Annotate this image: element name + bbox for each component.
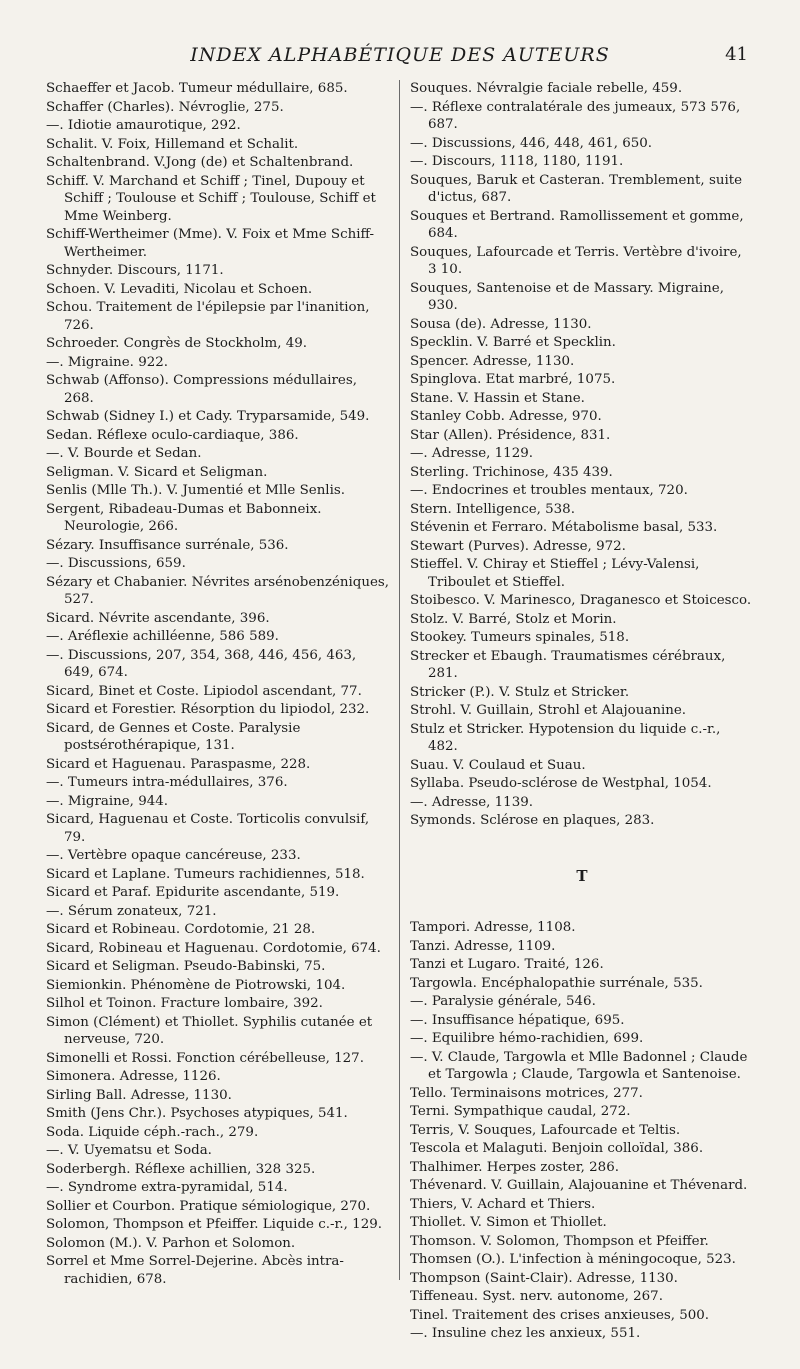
index-entry: Senlis (Mlle Th.). V. Jumentié et Mlle Senlis.: [46, 483, 346, 498]
index-entry: Smith (Jens Chr.). Psychoses atypiques, 541.: [46, 1106, 348, 1121]
index-entry: —. Adresse, 1129.: [410, 446, 533, 461]
index-entry: Simonelli et Rossi. Fonction cérébelleuse, 127.: [46, 1050, 364, 1066]
index-entry: Stieffel. V. Chiray et Stieffel ; Lévy-Valensi, Triboulet et Stieffel.: [410, 557, 700, 590]
index-entry: Suau. V. Coulaud et Suau.: [410, 757, 586, 773]
index-entry: —. Vertèbre opaque cancéreuse, 233.: [46, 848, 301, 863]
index-entry: Schwab (Sidney I.) et Cady. Tryparsamide, 549.: [46, 409, 370, 424]
index-entry: Sicard, Haguenau et Coste. Torticolis convulsif, 79.: [46, 812, 370, 845]
index-entry: Thompson (Saint-Clair). Adresse, 1130.: [410, 1270, 678, 1286]
index-entry: Sézary et Chabanier. Névrites arsénobenzéniques, 527.: [46, 574, 390, 607]
index-entry: Souques, Baruk et Casteran. Tremblement, suite d'ictus, 687.: [410, 172, 743, 205]
index-entry: Stulz et Stricker. Hypotension du liquide c.-r., 482.: [410, 721, 721, 754]
running-title: INDEX ALPHABÉTIQUE DES AUTEURS: [190, 44, 610, 66]
index-entry: Sézary. Insuffisance surrénale, 536.: [46, 537, 289, 553]
index-entry: Stanley Cobb. Adresse, 970.: [410, 409, 602, 424]
index-entry: —. Endocrines et troubles mentaux, 720.: [410, 483, 688, 498]
index-entry: Soda. Liquide céph.-rach., 279.: [46, 1124, 259, 1140]
section-letter-t: T: [576, 866, 588, 885]
index-entry: Stane. V. Hassin et Stane.: [410, 390, 585, 406]
index-entry: Tampori. Adresse, 1108.: [410, 920, 576, 935]
index-entry: —. Insuline chez les anxieux, 551.: [410, 1326, 641, 1341]
index-entry: Sedan. Réflexe oculo-cardiaque, 386.: [46, 427, 299, 443]
index-entry: —. V. Bourde et Sedan.: [46, 446, 202, 461]
index-entry: Schoen. V. Levaditi, Nicolau et Schoen.: [46, 281, 313, 297]
index-entry: Star (Allen). Présidence, 831.: [410, 427, 611, 443]
index-entry: Silhol et Toinon. Fracture lombaire, 392.: [46, 996, 323, 1011]
index-entry: —. V. Claude, Targowla et Mlle Badonnel ; Claude et Targowla ; Claude, Targowla et Santenoise.: [410, 1049, 748, 1082]
index-entry: —. Réflexe contralatérale des jumeaux, 573 576, 687.: [410, 99, 741, 132]
index-entry: Soderbergh. Réflexe achillien, 328 325.: [46, 1161, 316, 1177]
index-entry: Tello. Terminaisons motrices, 277.: [410, 1085, 643, 1101]
index-entry: Stévenin et Ferraro. Métabolisme basal, 533.: [410, 520, 718, 535]
index-entry: Schiff. V. Marchand et Schiff ; Tinel, Dupouy et Schiff ; Toulouse et Schiff ; Toulouse, Schiff et Mme Weinberg.: [46, 173, 376, 224]
index-entry: Sicard et Paraf. Epidurite ascendante, 519.: [46, 885, 340, 900]
index-entry: —. Aréflexie achilléenne, 586 589.: [46, 629, 279, 644]
index-entry: —. Discussions, 446, 448, 461, 650.: [410, 135, 653, 151]
index-entry: Sterling. Trichinose, 435 439.: [410, 464, 613, 480]
index-entry: Souques. Névralgie faciale rebelle, 459.: [410, 81, 683, 96]
index-entry: Sirling Ball. Adresse, 1130.: [46, 1087, 232, 1103]
index-entry: Spencer. Adresse, 1130.: [410, 353, 575, 369]
page-header: [0, 44, 800, 70]
index-entry: Sicard et Laplane. Tumeurs rachidiennes, 518.: [46, 866, 365, 882]
index-entry: Souques et Bertrand. Ramollissement et gomme, 684.: [410, 208, 744, 241]
index-entry: Sicard. Névrite ascendante, 396.: [46, 610, 270, 626]
index-entry: Solomon (M.). V. Parhon et Solomon.: [46, 1235, 296, 1251]
index-entry: Thiers, V. Achard et Thiers.: [410, 1196, 596, 1212]
index-entry: Thalhimer. Herpes zoster, 286.: [410, 1159, 619, 1175]
index-entry: Sicard, de Gennes et Coste. Paralysie postsérothérapique, 131.: [46, 720, 301, 753]
index-entry: Sollier et Courbon. Pratique sémiologique, 270.: [46, 1198, 371, 1214]
index-entry: —. Insuffisance hépatique, 695.: [410, 1012, 625, 1028]
index-entry: —. Adresse, 1139.: [410, 794, 533, 810]
index-entry: Thévenard. V. Guillain, Alajouanine et Thévenard.: [410, 1178, 748, 1193]
index-entry: —. Discussions, 207, 354, 368, 446, 456, 463, 649, 674.: [46, 647, 357, 680]
section-s-continued: [410, 80, 754, 830]
index-entry: —. Equilibre hémo-rachidien, 699.: [410, 1031, 644, 1046]
index-entry: Stoibesco. V. Marinesco, Draganesco et Stoicesco.: [410, 593, 752, 608]
index-entry: Strohl. V. Guillain, Strohl et Alajouanine.: [410, 703, 687, 718]
index-entry: Schroeder. Congrès de Stockholm, 49.: [46, 336, 308, 351]
index-entry: Tescola et Malaguti. Benjoin colloïdal, 386.: [410, 1141, 704, 1156]
index-entry: Spinglova. Etat marbré, 1075.: [410, 372, 616, 387]
index-entry: Sergent, Ribadeau-Dumas et Babonneix. Neurologie, 266.: [46, 501, 322, 534]
index-entry: Schaeffer et Jacob. Tumeur médullaire, 685.: [46, 81, 348, 96]
index-entry: Seligman. V. Sicard et Seligman.: [46, 464, 268, 480]
index-entry: Souques, Santenoise et de Massary. Migraine, 930.: [410, 280, 724, 313]
index-entry: Souques, Lafourcade et Terris. Vertèbre d'ivoire, 3 10.: [410, 244, 742, 277]
index-entry: Tinel. Traitement des crises anxieuses, 500.: [410, 1307, 710, 1323]
index-entry: Stricker (P.). V. Stulz et Stricker.: [410, 684, 630, 700]
index-entry: Sicard et Haguenau. Paraspasme, 228.: [46, 756, 311, 772]
index-entry: —. Discours, 1118, 1180, 1191.: [410, 154, 624, 169]
index-entry: —. Syndrome extra-pyramidal, 514.: [46, 1180, 288, 1195]
index-entry: Sicard et Forestier. Résorption du lipiodol, 232.: [46, 702, 370, 717]
index-entry: —. Paralysie générale, 546.: [410, 994, 596, 1009]
index-entry: Thomson. V. Solomon, Thompson et Pfeiffer.: [410, 1233, 709, 1249]
index-entry: Stewart (Purves). Adresse, 972.: [410, 538, 626, 554]
index-entry: Specklin. V. Barré et Specklin.: [410, 335, 616, 350]
index-entry: Solomon, Thompson et Pfeiffer. Liquide c.-r., 129.: [46, 1217, 382, 1232]
index-entry: Sicard et Robineau. Cordotomie, 21 28.: [46, 922, 316, 937]
index-entry: Sicard, Robineau et Haguenau. Cordotomie, 674.: [46, 940, 381, 956]
index-entry: Siemionkin. Phénomène de Piotrowski, 104.: [46, 977, 346, 993]
column-divider: [399, 80, 400, 1280]
index-entry: Simonera. Adresse, 1126.: [46, 1069, 221, 1084]
index-entry: Sousa (de). Adresse, 1130.: [410, 316, 592, 332]
index-entry: —. Migraine, 944.: [46, 793, 169, 809]
right-column: [410, 80, 754, 1344]
index-entry: Schou. Traitement de l'épilepsie par l'inanition, 726.: [46, 300, 370, 333]
index-entry: Schnyder. Discours, 1171.: [46, 263, 224, 278]
index-entry: Syllaba. Pseudo-sclérose de Westphal, 1054.: [410, 776, 712, 791]
index-entry: —. Idiotie amaurotique, 292.: [46, 118, 241, 133]
index-entry: Thiollet. V. Simon et Thiollet.: [410, 1215, 607, 1230]
index-entry: Tiffeneau. Syst. nerv. autonome, 267.: [410, 1289, 663, 1304]
page-number: 41: [725, 44, 748, 65]
index-entry: Thomsen (O.). L'infection à méningocoque, 523.: [410, 1252, 736, 1267]
index-entry: Sicard et Seligman. Pseudo-Babinski, 75.: [46, 959, 326, 974]
index-entry: Schalit. V. Foix, Hillemand et Schalit.: [46, 136, 299, 152]
index-entry: Sorrel et Mme Sorrel-Dejerine. Abcès intra-rachidien, 678.: [46, 1254, 344, 1287]
index-entry: Symonds. Sclérose en plaques, 283.: [410, 813, 655, 828]
index-entry: —. Discussions, 659.: [46, 556, 186, 571]
index-entry: Schiff-Wertheimer (Mme). V. Foix et Mme Schiff-Wertheimer.: [46, 227, 375, 260]
index-entry: —. V. Uyematsu et Soda.: [46, 1143, 212, 1158]
index-entry: Tanzi. Adresse, 1109.: [410, 938, 556, 954]
index-entry: Terni. Sympathique caudal, 272.: [410, 1104, 631, 1119]
index-entry: Stolz. V. Barré, Stolz et Morin.: [410, 611, 617, 627]
index-entry: Tanzi et Lugaro. Traité, 126.: [410, 957, 604, 972]
index-entry: —. Sérum zonateux, 721.: [46, 903, 217, 919]
index-entry: Stookey. Tumeurs spinales, 518.: [410, 630, 630, 645]
index-entry: Schaffer (Charles). Névroglie, 275.: [46, 99, 284, 115]
index-entry: Stern. Intelligence, 538.: [410, 501, 575, 517]
index-entry: Strecker et Ebaugh. Traumatismes cérébraux, 281.: [410, 648, 726, 681]
index-entry: Targowla. Encéphalopathie surrénale, 535.: [410, 975, 703, 991]
index-entry: Sicard, Binet et Coste. Lipiodol ascendant, 77.: [46, 683, 362, 699]
index-entry: —. Migraine. 922.: [46, 354, 169, 370]
index-entry: Terris, V. Souques, Lafourcade et Teltis.: [410, 1122, 681, 1138]
left-column: [46, 80, 390, 1289]
index-entry: Schwab (Affonso). Compressions médullaires, 268.: [46, 373, 357, 406]
index-entry: Schaltenbrand. V.Jong (de) et Schaltenbrand.: [46, 155, 354, 170]
index-entry: —. Tumeurs intra-médullaires, 376.: [46, 775, 288, 790]
section-t: [410, 919, 754, 1343]
index-entry: Simon (Clément) et Thiollet. Syphilis cutanée et nerveuse, 720.: [46, 1014, 373, 1047]
